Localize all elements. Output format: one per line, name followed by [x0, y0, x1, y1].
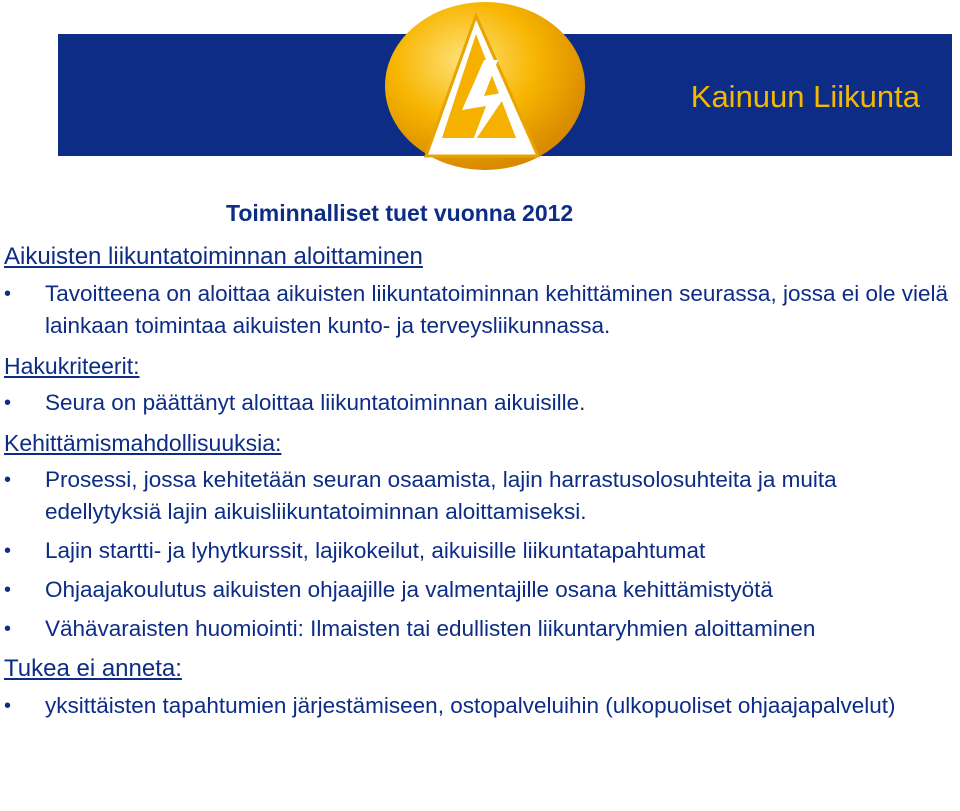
- section-heading-not-supported: Tukea ei anneta:: [4, 655, 182, 682]
- section-heading-opportunities: Kehittämismahdollisuuksia:: [4, 430, 282, 456]
- brand-title: Kainuun Liikunta: [690, 79, 920, 114]
- list-item: • Vähävaraisten huomiointi: Ilmaisten tai edullisten liikuntaryhmien aloittaminen: [4, 613, 956, 645]
- list-item: • Ohjaajakoulutus aikuisten ohjaajille ja valmentajille osana kehittämistyötä: [4, 574, 956, 606]
- list-item: • Seura on päättänyt aloittaa liikuntatoiminnan aikuisille.: [4, 387, 956, 419]
- section-heading-start: Aikuisten liikuntatoiminnan aloittaminen: [4, 243, 423, 270]
- list-item: • Prosessi, jossa kehitetään seuran osaamista, lajin harrastusolosuhteita ja muita edellytyksiä lajin aikuisliikuntatoiminnan aloittamiseksi.: [4, 464, 956, 528]
- list-item: • Lajin startti- ja lyhytkurssit, lajikokeilut, aikuisille liikuntatapahtumat: [4, 535, 956, 567]
- list-item: • yksittäisten tapahtumien järjestämiseen, ostopalveluihin (ulkopuoliset ohjaajapalvelut): [4, 690, 956, 722]
- list-item: • Tavoitteena on aloittaa aikuisten liikuntatoiminnan kehittäminen seurassa, jossa ei ole vielä lainkaan toimintaa aikuisten kunto- ja terveysliikunnassa.: [4, 278, 956, 342]
- section-heading-criteria: Hakukriteerit:: [4, 353, 140, 379]
- kainuun-liikunta-logo-icon: [380, 0, 590, 186]
- page-subtitle: Toiminnalliset tuet vuonna 2012: [226, 200, 574, 226]
- content: [4, 240, 956, 722]
